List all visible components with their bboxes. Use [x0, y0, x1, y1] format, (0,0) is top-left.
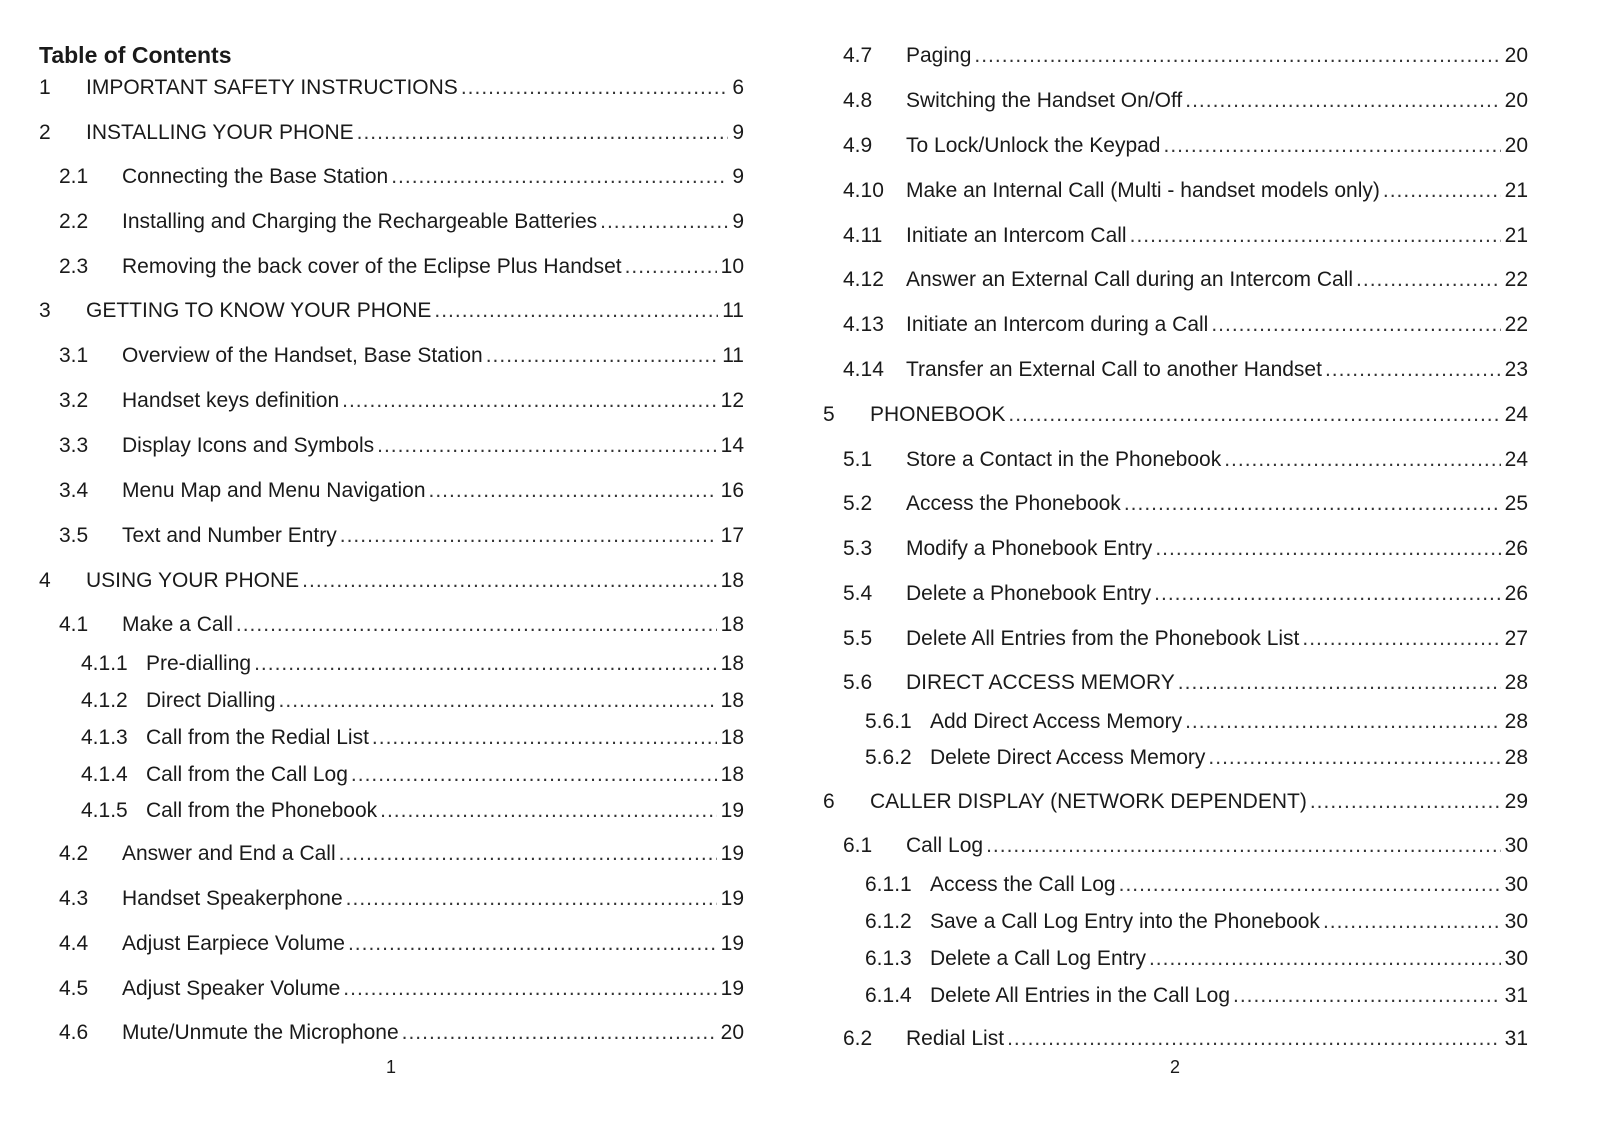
toc-entry-title: Modify a Phonebook Entry [906, 537, 1153, 560]
page-number: 2 [1169, 1057, 1180, 1077]
toc-entry-number: 5.1 [843, 448, 873, 471]
toc-entry-number: 4.8 [843, 89, 873, 112]
toc-entry-page: 28 [1504, 746, 1528, 769]
toc-entry-page: 12 [720, 389, 744, 412]
dot-leader [434, 296, 718, 326]
toc-entry[interactable] [865, 870, 1528, 900]
toc-entry-page: 28 [1504, 671, 1528, 694]
toc-entry-title: Display Icons and Symbols [122, 434, 375, 457]
dot-leader [1383, 176, 1501, 206]
toc-entry-number: 4.6 [59, 1021, 89, 1044]
dot-leader [1185, 707, 1501, 737]
dot-leader [254, 649, 717, 679]
toc-entry-page: 24 [1504, 448, 1528, 471]
toc-entry-page: 28 [1504, 710, 1528, 733]
toc-entry-number: 6.2 [843, 1027, 873, 1050]
dot-leader [1155, 534, 1500, 564]
toc-entry[interactable] [843, 86, 1528, 116]
toc-entry-number: 3 [39, 299, 51, 322]
toc-entry[interactable] [865, 907, 1528, 937]
toc-entry-page: 31 [1504, 1027, 1528, 1050]
toc-entry[interactable] [59, 929, 744, 959]
toc-entry-title: Mute/Unmute the Microphone [122, 1021, 399, 1044]
toc-entry[interactable] [81, 649, 744, 679]
toc-entry-title: Answer and End a Call [122, 842, 336, 865]
dot-leader [302, 566, 716, 596]
dot-leader [1130, 221, 1501, 251]
toc-entry-title: Initiate an Intercom Call [906, 224, 1127, 247]
dot-leader [429, 476, 717, 506]
toc-entry-number: 4.5 [59, 977, 89, 1000]
toc-entry-number: 5.6.1 [865, 710, 912, 733]
toc-entry-title: Call Log [906, 834, 984, 857]
toc-entry-page: 25 [1504, 492, 1528, 515]
toc-entry-page: 9 [732, 121, 744, 144]
toc-entry-page: 30 [1504, 947, 1528, 970]
toc-entry[interactable] [59, 884, 744, 914]
toc-entry[interactable] [843, 445, 1528, 475]
toc-entry-title: Adjust Earpiece Volume [122, 932, 345, 955]
toc-entry-number: 4.1.4 [81, 763, 128, 786]
toc-entry-number: 6.1.4 [865, 984, 912, 1007]
toc-entry[interactable] [81, 796, 744, 826]
dot-leader [1007, 1024, 1501, 1054]
toc-entry[interactable] [843, 355, 1528, 385]
toc-entry-page: 30 [1504, 910, 1528, 933]
toc-entry[interactable] [59, 431, 744, 461]
dot-leader [625, 252, 717, 282]
toc-entry[interactable] [843, 176, 1528, 206]
dot-leader [377, 431, 717, 461]
toc-entry[interactable] [59, 207, 744, 237]
toc-entry-page: 20 [720, 1021, 744, 1044]
toc-entry-number: 6.1.1 [865, 873, 912, 896]
toc-entry[interactable] [59, 162, 744, 192]
dot-leader [340, 521, 717, 551]
toc-entry-title: CALLER DISPLAY (NETWORK DEPENDENT) [870, 790, 1307, 813]
toc-entry-number: 5.6 [843, 671, 873, 694]
toc-entry-page: 21 [1504, 179, 1528, 202]
toc-entry-number: 5.4 [843, 582, 873, 605]
dot-leader [486, 341, 718, 371]
toc-entry-number: 4.1.5 [81, 799, 128, 822]
toc-entry[interactable] [843, 831, 1528, 861]
dot-leader [1233, 981, 1501, 1011]
toc-entry[interactable] [823, 787, 1528, 817]
toc-entry-number: 6.1.2 [865, 910, 912, 933]
toc-entry-number: 4 [39, 569, 51, 592]
toc-entry-page: 24 [1504, 403, 1528, 426]
toc-entry-number: 5.2 [843, 492, 873, 515]
dot-leader [348, 929, 717, 959]
toc-entry-title: Delete a Call Log Entry [930, 947, 1146, 970]
toc-entry[interactable] [59, 386, 744, 416]
toc-entry-title: Access the Call Log [930, 873, 1116, 896]
dot-leader [1154, 579, 1500, 609]
dot-leader [343, 974, 716, 1004]
toc-entry-number: 5 [823, 403, 835, 426]
toc-entry[interactable] [843, 1024, 1528, 1054]
toc-entry-title: Answer an External Call during an Intercom Call [906, 268, 1354, 291]
toc-entry-page: 14 [720, 434, 744, 457]
toc-entry-title: Connecting the Base Station [122, 165, 389, 188]
toc-entry-title: Make a Call [122, 613, 233, 636]
toc-entry-title: USING YOUR PHONE [86, 569, 300, 592]
toc-entry-page: 30 [1504, 873, 1528, 896]
dot-leader [1302, 624, 1500, 654]
toc-entry-number: 5.5 [843, 627, 873, 650]
toc-entry-title: Make an Internal Call (Multi - handset models only) [906, 179, 1380, 202]
toc-entry-title: Switching the Handset On/Off [906, 89, 1183, 112]
toc-entry-number: 6.1.3 [865, 947, 912, 970]
toc-entry[interactable] [39, 296, 744, 326]
toc-entry-page: 31 [1504, 984, 1528, 1007]
toc-entry-number: 3.3 [59, 434, 89, 457]
toc-entry-page: 9 [732, 165, 744, 188]
toc-entry-number: 4.11 [843, 224, 883, 247]
dot-leader [380, 796, 717, 826]
toc-entry-number: 4.10 [843, 179, 884, 202]
toc-entry-page: 26 [1504, 582, 1528, 605]
toc-entry-title: Access the Phonebook [906, 492, 1121, 515]
toc-entry-title: Installing and Charging the Rechargeable Batteries [122, 210, 598, 233]
toc-entry[interactable] [59, 341, 744, 371]
toc-entry-page: 18 [720, 689, 744, 712]
dot-leader [1325, 355, 1501, 385]
toc-entry-page: 18 [720, 652, 744, 675]
toc-entry[interactable] [59, 521, 744, 551]
toc-entry[interactable] [81, 723, 744, 753]
toc-entry-title: Initiate an Intercom during a Call [906, 313, 1209, 336]
toc-entry-page: 23 [1504, 358, 1528, 381]
toc-entry-title: Direct Dialling [146, 689, 276, 712]
dot-leader [357, 118, 729, 148]
toc-entry-number: 6 [823, 790, 835, 813]
toc-entry[interactable] [865, 944, 1528, 974]
toc-entry-page: 26 [1504, 537, 1528, 560]
toc-entry-number: 4.1.2 [81, 689, 128, 712]
toc-entry-number: 1 [39, 76, 51, 99]
toc-entry-page: 19 [720, 842, 744, 865]
toc-entry-number: 3.1 [59, 344, 89, 367]
toc-entry[interactable] [39, 118, 744, 148]
page-number: 1 [385, 1057, 396, 1077]
dot-leader [1323, 907, 1501, 937]
toc-entry-number: 4.3 [59, 887, 89, 910]
dot-leader [1119, 870, 1501, 900]
toc-entry-number: 4.7 [843, 44, 873, 67]
toc-entry-title: GETTING TO KNOW YOUR PHONE [86, 299, 432, 322]
toc-entry-title: Call from the Phonebook [146, 799, 378, 822]
toc-entry-title: Menu Map and Menu Navigation [122, 479, 426, 502]
dot-leader [1310, 787, 1501, 817]
toc-entry-number: 5.6.2 [865, 746, 912, 769]
toc-entry-page: 20 [1504, 89, 1528, 112]
dot-leader [461, 73, 728, 103]
dot-leader [1178, 668, 1501, 698]
dot-leader [1149, 944, 1501, 974]
toc-entry-number: 4.12 [843, 268, 884, 291]
toc-entry-page: 20 [1504, 134, 1528, 157]
toc-entry-number: 3.2 [59, 389, 89, 412]
dot-leader [1211, 310, 1500, 340]
toc-entry-title: DIRECT ACCESS MEMORY [906, 671, 1175, 694]
toc-entry-page: 27 [1504, 627, 1528, 650]
toc-entry-page: 30 [1504, 834, 1528, 857]
toc-entry[interactable] [843, 221, 1528, 251]
dot-leader [1163, 131, 1500, 161]
toc-entry-title: Pre-dialling [146, 652, 252, 675]
toc-entry-page: 19 [720, 932, 744, 955]
toc-entry[interactable] [39, 566, 744, 596]
toc-entry-title: Delete All Entries in the Call Log [930, 984, 1230, 1007]
toc-entry-number: 2.3 [59, 255, 89, 278]
dot-leader [986, 831, 1501, 861]
toc-entry[interactable] [81, 686, 744, 716]
toc-entry-page: 16 [720, 479, 744, 502]
toc-entry-page: 9 [732, 210, 744, 233]
toc-entry-title: Text and Number Entry [122, 524, 337, 547]
dot-leader [236, 610, 717, 640]
toc-entry-title: PHONEBOOK [870, 403, 1006, 426]
toc-entry[interactable] [59, 476, 744, 506]
toc-entry-page: 29 [1504, 790, 1528, 813]
toc-entry-number: 4.1 [59, 613, 89, 636]
toc-entry-number: 3.4 [59, 479, 89, 502]
toc-entry-number: 4.9 [843, 134, 873, 157]
toc-entry-number: 4.4 [59, 932, 89, 955]
toc-entry[interactable] [39, 73, 744, 103]
toc-entry-number: 2 [39, 121, 51, 144]
toc-entry[interactable] [59, 839, 744, 869]
dot-leader [600, 207, 728, 237]
toc-entry-page: 22 [1504, 313, 1528, 336]
dot-leader [1356, 265, 1501, 295]
toc-entry[interactable] [59, 610, 744, 640]
dot-leader [391, 162, 728, 192]
toc-entry-page: 18 [720, 569, 744, 592]
toc-entry-title: Call from the Redial List [146, 726, 369, 749]
toc-entry-number: 4.14 [843, 358, 884, 381]
toc-entry-page: 21 [1504, 224, 1528, 247]
toc-entry-page: 19 [720, 799, 744, 822]
toc-entry-title: Transfer an External Call to another Handset [906, 358, 1322, 381]
toc-title: Table of Contents [39, 42, 232, 68]
toc-entry[interactable] [843, 310, 1528, 340]
toc-entry[interactable] [843, 131, 1528, 161]
toc-entry[interactable] [823, 400, 1528, 430]
toc-entry-page: 10 [720, 255, 744, 278]
toc-entry-title: Redial List [906, 1027, 1005, 1050]
toc-entry-title: Overview of the Handset, Base Station [122, 344, 483, 367]
toc-entry-title: Call from the Call Log [146, 763, 348, 786]
toc-entry-title: Store a Contact in the Phonebook [906, 448, 1222, 471]
toc-entry[interactable] [843, 534, 1528, 564]
toc-entry-title: Adjust Speaker Volume [122, 977, 341, 1000]
dot-leader [1208, 743, 1500, 773]
toc-entry-title: Delete a Phonebook Entry [906, 582, 1152, 605]
toc-entry-page: 20 [1504, 44, 1528, 67]
toc-entry[interactable] [865, 743, 1528, 773]
toc-entry-number: 6.1 [843, 834, 873, 857]
dot-leader [342, 386, 717, 416]
toc-entry-number: 3.5 [59, 524, 89, 547]
toc-entry-title: Save a Call Log Entry into the Phonebook [930, 910, 1320, 933]
toc-entry[interactable] [843, 489, 1528, 519]
toc-entry-page: 19 [720, 977, 744, 1000]
toc-entry-page: 18 [720, 726, 744, 749]
toc-entry[interactable] [59, 974, 744, 1004]
toc-entry-page: 18 [720, 763, 744, 786]
toc-entry-number: 4.1.1 [81, 652, 128, 675]
toc-entry-title: Removing the back cover of the Eclipse Plus Handset [122, 255, 622, 278]
toc-entry-page: 6 [732, 76, 744, 99]
toc-entry-title: Paging [906, 44, 972, 67]
toc-entry[interactable] [843, 579, 1528, 609]
toc-entry-title: Handset keys definition [122, 389, 340, 412]
toc-entry[interactable] [81, 760, 744, 790]
toc-entry[interactable] [59, 1018, 744, 1048]
toc-entry-title: Delete Direct Access Memory [930, 746, 1206, 769]
toc-entry[interactable] [843, 265, 1528, 295]
toc-entry-page: 22 [1504, 268, 1528, 291]
toc-entry[interactable] [865, 707, 1528, 737]
toc-entry[interactable] [843, 624, 1528, 654]
toc-page-right [800, 0, 1600, 1132]
toc-entry[interactable] [59, 252, 744, 282]
dot-leader [1008, 400, 1500, 430]
toc-entry-page: 19 [720, 887, 744, 910]
dot-leader [402, 1018, 717, 1048]
toc-entry-number: 2.1 [59, 165, 89, 188]
toc-entry-number: 4.2 [59, 842, 89, 865]
dot-leader [279, 686, 717, 716]
toc-entry-number: 5.3 [843, 537, 873, 560]
toc-entry-title: Delete All Entries from the Phonebook List [906, 627, 1300, 650]
toc-entry-title: Handset Speakerphone [122, 887, 343, 910]
toc-entry-number: 4.13 [843, 313, 884, 336]
toc-entry-number: 2.2 [59, 210, 89, 233]
dot-leader [974, 41, 1500, 71]
toc-entry[interactable] [843, 41, 1528, 71]
dot-leader [1185, 86, 1500, 116]
dot-leader [339, 839, 717, 869]
toc-entry-title: Add Direct Access Memory [930, 710, 1183, 733]
dot-leader [1124, 489, 1501, 519]
toc-entry-number: 4.1.3 [81, 726, 128, 749]
toc-entry[interactable] [843, 668, 1528, 698]
toc-entry-title: IMPORTANT SAFETY INSTRUCTIONS [86, 76, 458, 99]
toc-entry-page: 11 [722, 299, 744, 322]
toc-entry-page: 17 [720, 524, 744, 547]
dot-leader [1224, 445, 1500, 475]
dot-leader [346, 884, 717, 914]
toc-entry-title: To Lock/Unlock the Keypad [906, 134, 1161, 157]
toc-entry[interactable] [865, 981, 1528, 1011]
dot-leader [372, 723, 717, 753]
toc-entry-title: INSTALLING YOUR PHONE [86, 121, 354, 144]
toc-entry-page: 18 [720, 613, 744, 636]
dot-leader [351, 760, 717, 790]
toc-entry-page: 11 [722, 344, 744, 367]
